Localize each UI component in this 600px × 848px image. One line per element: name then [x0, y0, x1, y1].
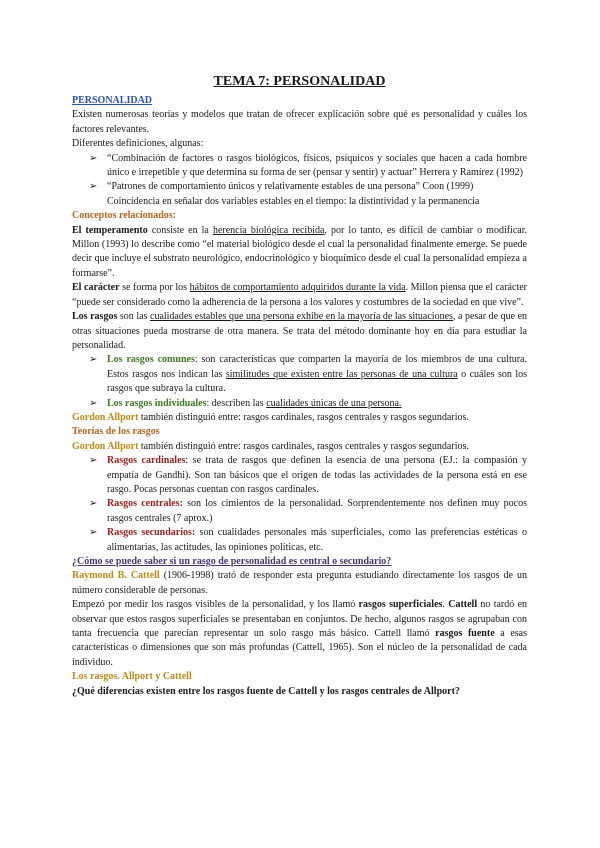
arrow-bullet-icon: ➢ — [89, 152, 98, 164]
allport-line-1: Gordon Allport también distinguió entre: rasgos cardinales, rasgos centrales y rasgos segundarios. — [72, 411, 469, 423]
arrow-bullet-icon: ➢ — [89, 455, 98, 467]
page-title: TEMA 7: PERSONALIDAD — [213, 74, 386, 89]
caracter-paragraph: El carácter se forma por los hábitos de comportamiento adquiridos durante la vida. Millon piensa que el carácter “puede ser considerado como la adherencia de la persona a los valores y costumbres de la sociedad en que vive”. — [72, 282, 527, 308]
list-item: ➢ Los rasgos comunes: son características que comparten la mayoría de los miembros de una cultura. Estos rasgos nos indican las similitudes que existen entre las personas de una cultura o cuáles son los rasgos que subraya la cultura. — [89, 354, 528, 395]
teorias-heading: Teorías de los rasgos — [72, 426, 160, 438]
question-diferencias: ¿Qué diferencias existen entre los rasgos fuente de Cattell y los rasgos centrales de Allport? — [72, 685, 460, 697]
document-page — [72, 74, 527, 699]
cattell-paragraph: Raymond B. Cattell (1906-1998) trató de responder esta pregunta estudiando directamente los rasgos de un número considerable de personas. — [72, 570, 527, 596]
cattell-paragraph-2: Empezó por medir los rasgos visibles de la personalidad, y los llamó rasgos superficiales. Cattell no tardó en observar que estos rasgos superficiales se presentaban en conjuntos. De hecho, algunos rasgos se agrupaban con tanta frecuencia que parecían representar un solo rasgo más básico. Cattell llamó rasgos fuente a esas características o dimensiones que son más profundas (Cattell, 1965). Son el núcleo de la personalidad de cada individuo. — [72, 599, 528, 668]
list-item: ➢ Rasgos cardinales: se trata de rasgos que definen la esencia de una persona (EJ.: la compasión y empatía de Gandhi). Son tan básicos que el origen de todas las actividades de la persona está en ese rasgo. Pocas personas cuentan con rasgos cardinales. — [89, 455, 527, 495]
arrow-bullet-icon: ➢ — [89, 181, 98, 193]
section-heading-personalidad: PERSONALIDAD — [72, 95, 153, 106]
allport-list — [72, 454, 527, 555]
temperamento-paragraph: El temperamento consiste en la herencia biológica recibida, por lo tanto, es difícil de cambiar o modificar. Millon (1993) lo describe como “el material biológico desde el cual la personalidad finalmente emerge. Se puede decir que incluye el substrato neurológico, endocrinológico y bioquímico desde el cual la personalidad empieza a formarse”. — [72, 224, 527, 279]
list-item: ➢ Rasgos centrales: son los cimientos de la personalidad. Sorprendentemente nos definen muy pocos rasgos centrales (7 aprox.) — [89, 498, 527, 524]
rasgos-list — [72, 353, 527, 411]
arrow-bullet-icon: ➢ — [89, 498, 98, 510]
conceptos-heading: Conceptos relacionados: — [72, 210, 176, 222]
arrow-bullet-icon: ➢ — [89, 397, 98, 409]
list-item: ➢ Los rasgos individuales: describen las cualidades únicas de una persona. — [72, 397, 527, 411]
arrow-bullet-icon: ➢ — [89, 527, 98, 539]
arrow-bullet-icon: ➢ — [89, 354, 98, 366]
rasgos-paragraph: Los rasgos son las cualidades estables que una persona exhibe en la mayoría de las situaciones, a pesar de que en otras situaciones pueda mostrarse de otra manera. Se trata del método dominante hoy en día para estudiar la personalidad. — [72, 311, 528, 351]
definitions-list — [72, 152, 527, 210]
question-central-secundario: ¿Cómo se puede saber si un rasgo de personalidad es central o secundario? — [72, 556, 392, 567]
list-item: ➢ Rasgos secundarios: son cualidades personales más superficiales, como las preferencias estéticas o alimentarias, las actitudes, las opiniones políticas, etc. — [89, 527, 527, 553]
definitions-label: Diferentes definiciones, algunas: — [72, 138, 204, 150]
allport-cattell-heading: Los rasgos. Allport y Cattell — [72, 671, 192, 683]
intro-paragraph: Existen numerosas teorías y modelos que tratan de ofrecer explicación sobre qué es personalidad y cuáles los factores relevantes. — [72, 109, 527, 135]
list-item: ➢ “Patrones de comportamiento únicos y relativamente estables de una persona” Coon (1999) Coincidencia en señalar dos variables estables en el tiempo: la distintividad y la permanencia — [89, 181, 480, 207]
list-item: ➢ “Combinación de factores o rasgos biológicos, físicos, psíquicos y sociales que hacen a cada hombre único e irrepetible y que determina su forma de ser (pensar y sentir) y actuar” Herrera y Ramírez (1992) — [89, 152, 527, 179]
allport-line-2: Gordon Allport también distinguió entre: rasgos cardinales, rasgos centrales y rasgos segundarios. — [72, 440, 469, 452]
